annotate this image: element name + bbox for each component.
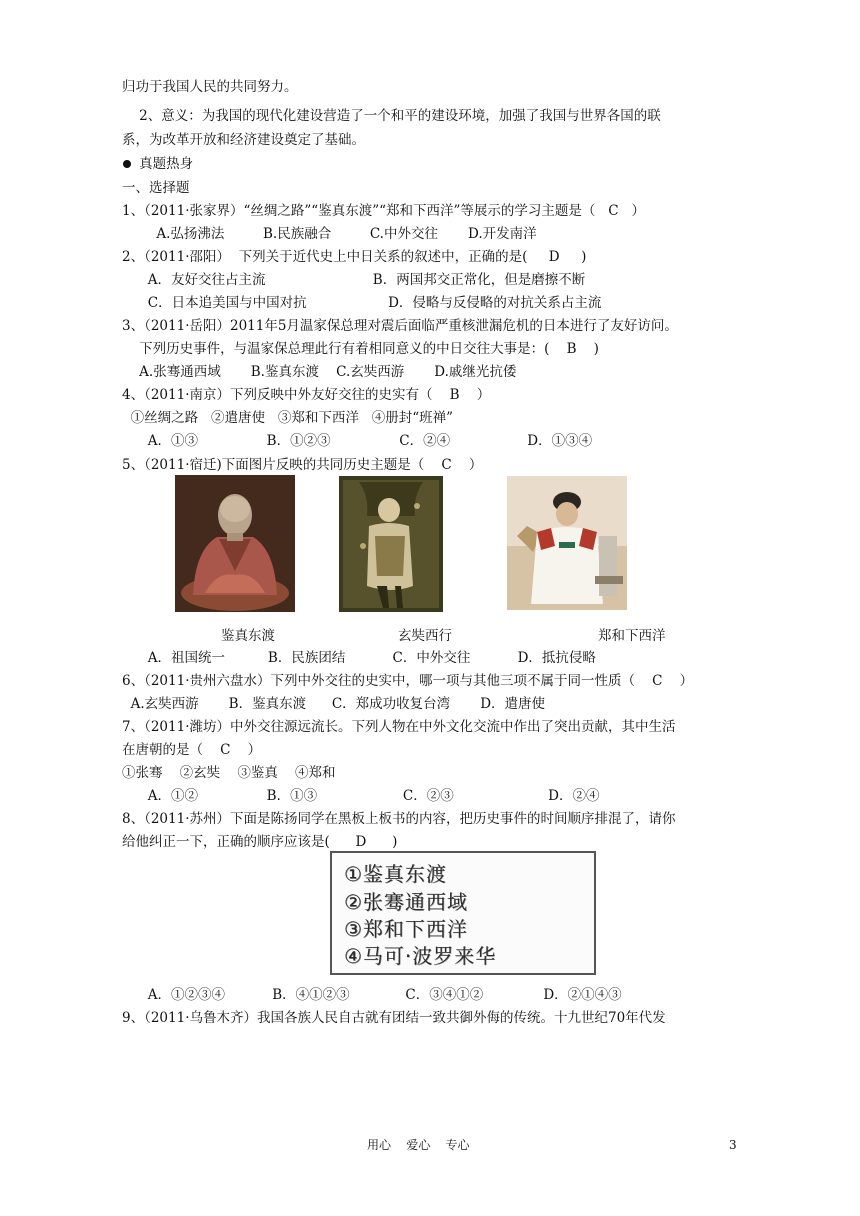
board-item: ③郑和下西洋 — [344, 917, 468, 941]
option-line: A．祖国统一 B．民族团结 C．中外交往 D．抵抗侵略 — [122, 650, 596, 666]
section-heading: 真题热身 — [122, 156, 194, 172]
question-line: 3、（2011·岳阳）2011年5月温家保总理对震后面临严重核泄漏危机的日本进行了友好访问。 — [122, 318, 678, 334]
question-line: 5、（2011·宿迁)下面图片反映的共同历史主题是（ C ） — [122, 457, 483, 473]
xuanzang-painting-image — [339, 476, 443, 612]
option-line: ①丝绸之路 ②遣唐使 ③郑和下西洋 ④册封“班禅” — [122, 410, 454, 426]
option-line: A.弘扬沸法 B.民族融合 C.中外交往 D.开发南洋 — [122, 226, 537, 242]
option-line: A．①②③④ B．④①②③ C．③④①② D．②①④③ — [122, 987, 622, 1003]
question-line: 6、（2011·贵州六盘水）下列中外交往的史实中，哪一项与其他三项不属于同一性质（ C ） — [122, 673, 694, 689]
zhenghe-figure-image — [507, 476, 627, 610]
option-line: A．友好交往占主流 B．两国邦交正常化，但是磨擦不断 — [122, 272, 586, 288]
text-line: 系，为改革开放和经济建设奠定了基础。 — [122, 132, 365, 148]
question-line: 9、（2011·乌鲁木齐）我国各族人民自古就有团结一致共御外侮的传统。十九世纪70年代发 — [122, 1010, 666, 1026]
page-number: 3 — [729, 1138, 737, 1152]
question-line: 在唐朝的是（ C ） — [122, 742, 262, 758]
question-line: 8、（2011·苏州）下面是陈扬同学在黑板上板书的内容，把历史事件的时间顺序排混了，请你 — [122, 811, 676, 827]
image-caption: 郑和下西洋 — [598, 628, 666, 644]
text-line: 归功于我国人民的共同努力。 — [122, 79, 298, 95]
blackboard-box — [330, 851, 596, 975]
question-line: 7、（2011·潍坊）中外交往源远流长。下列人物在中外文化交流中作出了突出贡献，其中生活 — [122, 719, 676, 735]
image-caption: 鉴真东渡 — [221, 628, 275, 644]
option-line: ①张骞 ②玄奘 ③鉴真 ④郑和 — [122, 765, 336, 781]
option-line: A.张骞通西域 B.鉴真东渡 C.玄奘西游 D.戚继光抗倭 — [122, 364, 517, 380]
board-item: ②张骞通西域 — [344, 890, 468, 914]
option-line: A．①③ B．①②③ C．②④ D．①③④ — [122, 433, 593, 449]
board-item: ①鉴真东渡 — [344, 862, 447, 886]
option-line: C．日本追美国与中国对抗 D．侵略与反侵略的对抗关系占主流 — [122, 295, 602, 311]
question-line: 2、（2011·邵阳） 下列关于近代史上中日关系的叙述中，正确的是( D ) — [122, 249, 587, 265]
image-caption: 玄奘西行 — [398, 628, 452, 644]
board-item: ④马可·波罗来华 — [344, 944, 497, 968]
footer-motto: 用心 爱心 专心 — [367, 1138, 470, 1152]
jianzhen-statue-image — [175, 475, 295, 612]
text-line: 2、意义：为我国的现代化建设营造了一个和平的建设环境，加强了我国与世界各国的联 — [122, 108, 661, 124]
section-heading: 一、选择题 — [122, 180, 190, 196]
question-line: 4、（2011·南京）下列反映中外友好交往的史实有（ B ） — [122, 387, 491, 403]
option-line: A．①② B．①③ C．②③ D．②④ — [122, 788, 600, 804]
option-line: A.玄奘西游 B．鉴真东渡 C．郑成功收复台湾 D．遣唐使 — [122, 696, 546, 712]
question-line: 1、（2011·张家界）“丝绸之路”“鉴真东渡”“郑和下西洋”等展示的学习主题是（ C ） — [122, 203, 645, 219]
question-line: 下列历史事件，与温家保总理此行有着相同意义的中日交往大事是：( B ) — [122, 341, 599, 357]
question-line: 给他纠正一下，正确的顺序应该是( D ) — [122, 834, 398, 850]
